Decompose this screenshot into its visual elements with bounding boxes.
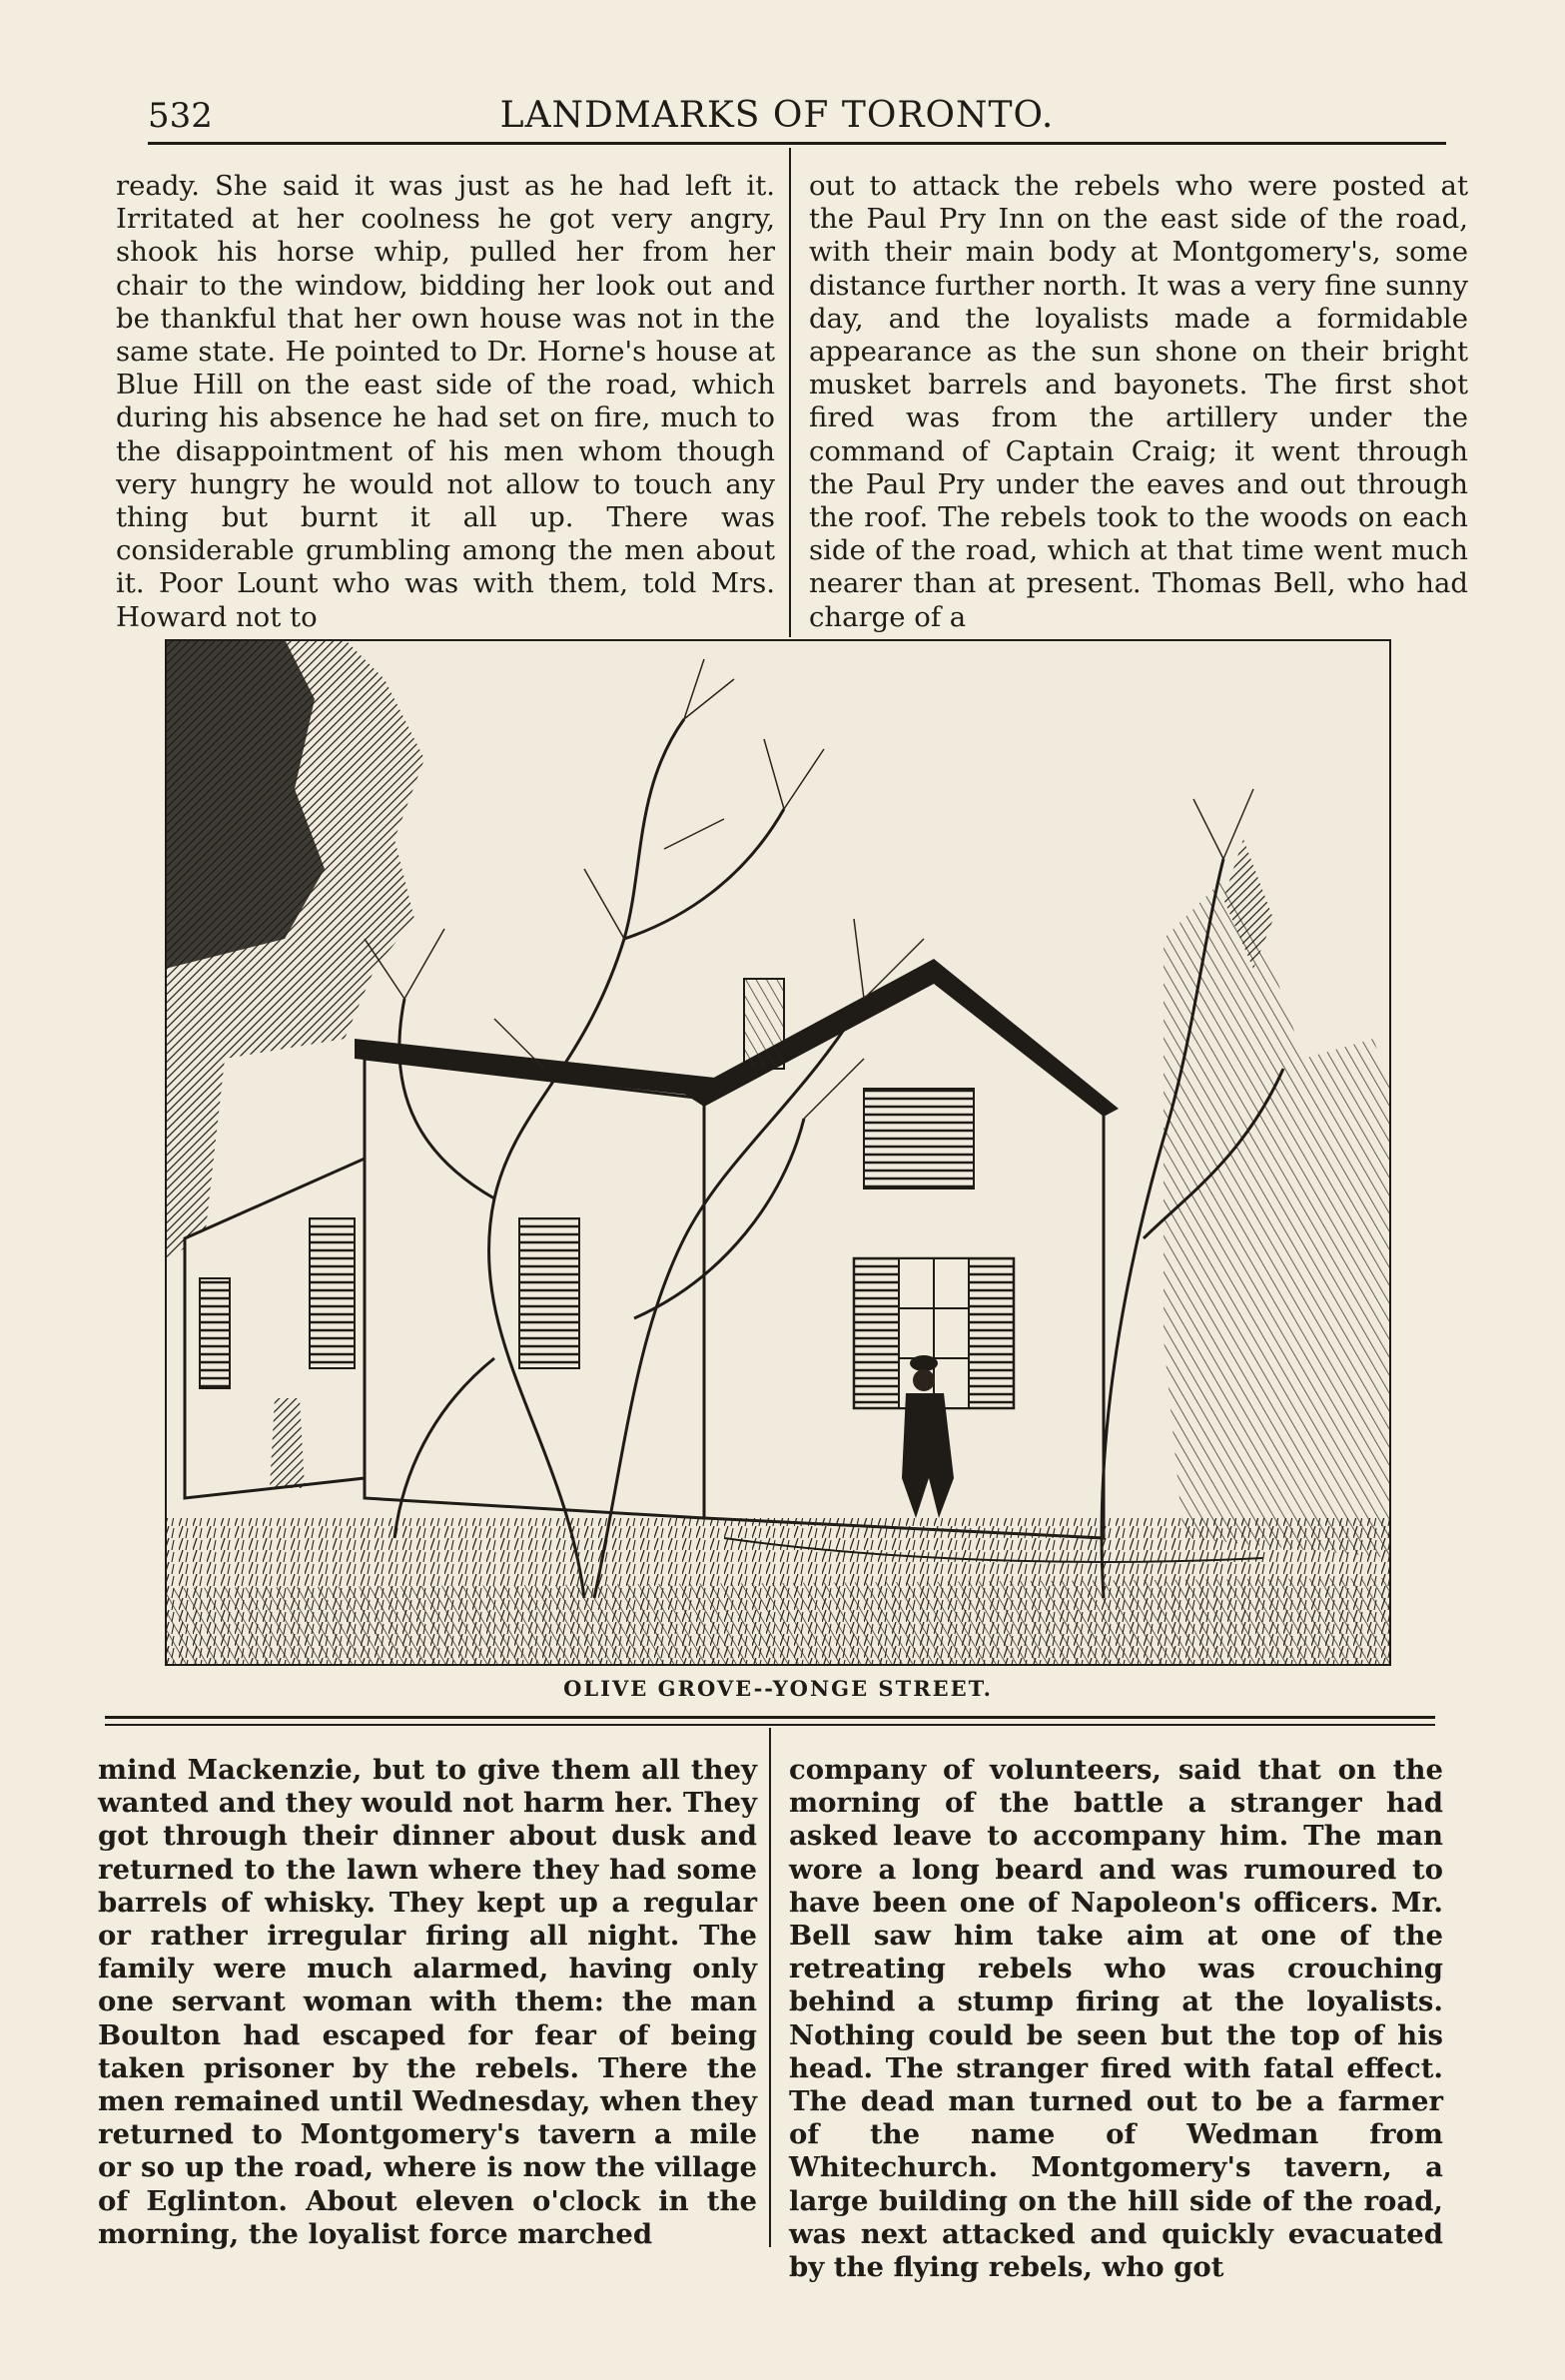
lower-column-divider	[769, 1728, 771, 2247]
olive-grove-engraving	[165, 639, 1391, 1666]
house-drawing	[165, 639, 1391, 1666]
upper-column-divider	[789, 148, 791, 637]
lower-left-column	[98, 1754, 757, 2251]
illustration-caption: OLIVE GROVE--YONGE STREET.	[563, 1676, 993, 1701]
caption-rule-bottom	[105, 1724, 1435, 1726]
upper-left-text: ready. She said it was just as he had left it. Irritated at her coolness he got very angry, shook his horse whip, pulled her from her chair to the window, bidding her look out and be thankful that her own house was not in the same state. He pointed to Dr. Horne's house at Blue Hill on the east side of the road, which during his absence he had set on fire, much to the disappointment of his men whom though very hungry he would not allow to touch any thing but burnt it all up. There was considerable grumbling among the men about it. Poor Lount who was with them, told Mrs. Howard not to	[116, 170, 775, 633]
upper-right-column	[809, 170, 1468, 634]
upper-right-text: out to attack the rebels who were posted at the Paul Pry Inn on the east side of the road, with their main body at Montgomery's, some distance further north. It was a very fine sunny day, and the loyalists made a formidable appearance as the sun shone on their bright musket barrels and bayonets. The first shot fired was from the artillery under the command of Captain Craig; it went through the Paul Pry under the eaves and out through the roof. The rebels took to the woods on each side of the road, which at that time went much nearer than at present. Thomas Bell, who had charge of a	[809, 170, 1468, 633]
page-header	[148, 82, 1446, 136]
page-number: 532	[148, 96, 213, 136]
lower-right-column	[789, 1754, 1443, 2284]
lower-right-text: company of volunteers, said that on the morning of the battle a stranger had asked leave to accompany him. The man wore a long beard and was rumoured to have been one of Napoleon's officers. Mr. Bell saw him take aim at one of the retreating rebels who was crouching behind a stump firing at the loyalists. Nothing could be seen but the top of his head. The stranger fired with fatal effect. The dead man turned out to be a farmer of the name of Wedman from Whitechurch. Montgomery's tavern, a large building on the hill side of the road, was next attacked and quickly evacuated by the flying rebels, who got	[789, 1754, 1443, 2284]
caption-rule-top	[105, 1716, 1435, 1719]
lower-left-text: mind Mackenzie, but to give them all they wanted and they would not harm her. They got through their dinner about dusk and returned to the lawn where they had some barrels of whisky. They kept up a regular or rather irregular firing all night. The family were much alarmed, having only one servant woman with them: the man Boulton had escaped for fear of being taken prisoner by the rebels. There the men remained until Wednesday, when they returned to Montgomery's tavern a mile or so up the road, where is now the village of Eglinton. About eleven o'clock in the morning, the loyalist force marched	[98, 1754, 757, 2250]
upper-left-column	[116, 170, 775, 634]
running-title: LANDMARKS OF TORONTO.	[499, 95, 1055, 136]
header-rule	[148, 142, 1446, 145]
